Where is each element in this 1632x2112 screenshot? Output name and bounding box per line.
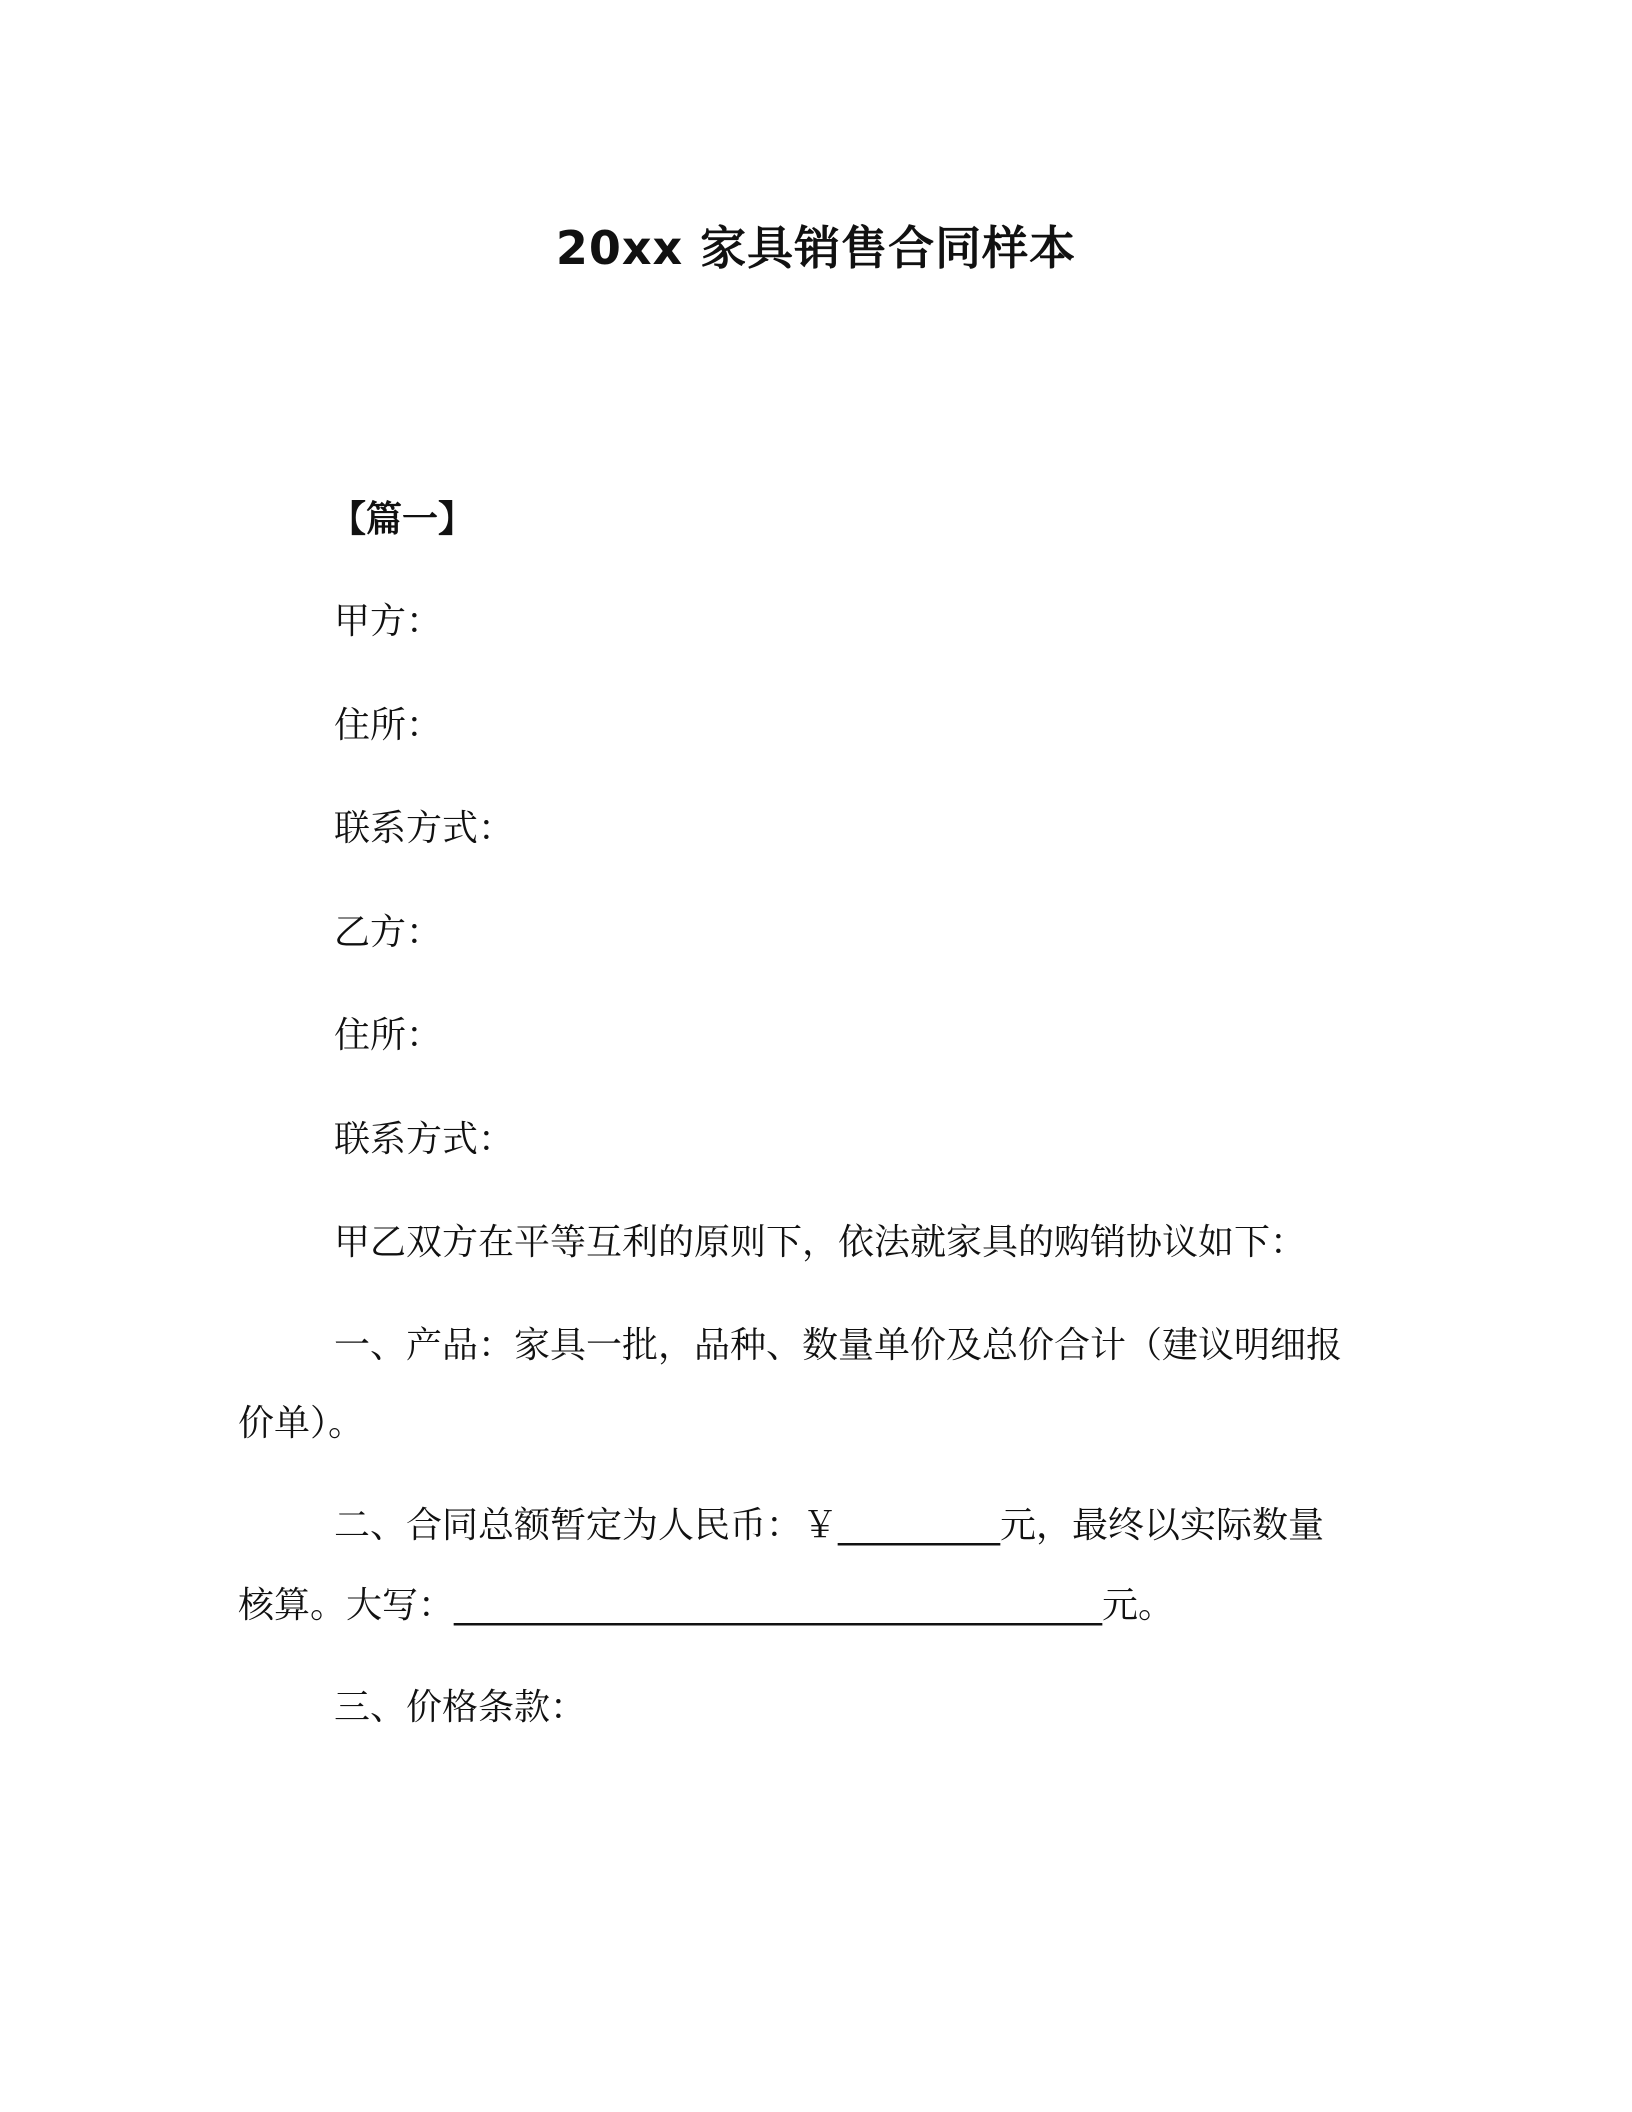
document-title: 20xx 家具销售合同样本 (555, 221, 1077, 275)
party-b-contact-label: 联系方式： (334, 1119, 515, 1160)
party-a-contact-label: 联系方式： (334, 808, 515, 849)
clause-3-line-1: 三、价格条款： (334, 1687, 587, 1728)
section-heading: 【篇一】 (330, 499, 475, 540)
party-b-name-label: 乙方： (334, 912, 443, 953)
clause-2-line-2: 核算。大写：____________________________________元。 (238, 1585, 1175, 1626)
party-a-address-label: 住所： (334, 705, 443, 746)
party-a-name-label: 甲方： (334, 601, 443, 642)
clause-2-line-1: 二、合同总额暂定为人民币：￥_________元，最终以实际数量 (334, 1505, 1325, 1546)
party-b-address-label: 住所： (334, 1015, 443, 1056)
intro-paragraph: 甲乙双方在平等互利的原则下，依法就家具的购销协议如下： (334, 1222, 1307, 1263)
clause-1-line-2: 价单）。 (238, 1403, 365, 1444)
clause-1-line-1: 一、产品：家具一批，品种、数量单价及总价合计（建议明细报 (334, 1325, 1343, 1366)
